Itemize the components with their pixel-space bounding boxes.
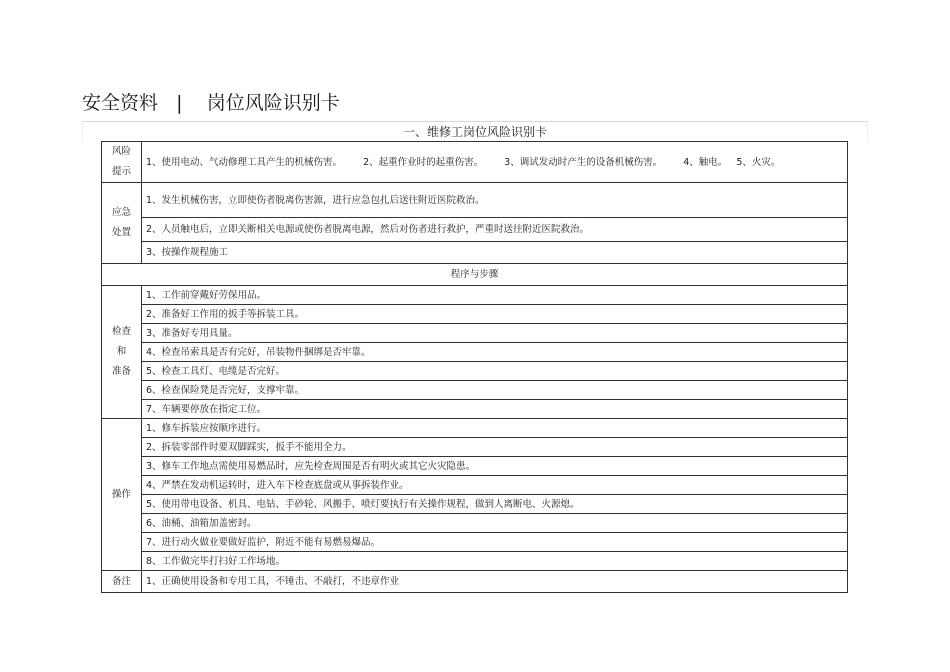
emergency-row: [102, 183, 848, 218]
emergency-label: [102, 183, 142, 264]
risk-card-table: [101, 141, 848, 593]
check-label-line1: 检查: [111, 326, 131, 337]
operation-row: [102, 495, 848, 514]
operation-item: 7、进行动火做业要做好监护，附近不能有易燃易爆品。: [142, 533, 848, 552]
operation-item: 6、油桶、油箱加盖密封。: [142, 514, 848, 533]
emergency-row: [102, 242, 848, 264]
check-row: [102, 362, 848, 381]
check-label: [102, 286, 142, 419]
header-separator: |: [176, 92, 183, 114]
emergency-label-line1: 应急: [111, 207, 131, 218]
risk-item: 5、火灾。: [736, 156, 781, 168]
document-header: [82, 88, 340, 115]
check-label-line2: 和: [116, 346, 127, 357]
operation-label: 操作: [102, 419, 142, 571]
procedure-header-row: [102, 264, 848, 286]
check-row: [102, 286, 848, 305]
check-row: [102, 305, 848, 324]
check-item: 2、准备好工作用的扳手等拆装工具。: [142, 305, 848, 324]
emergency-item: 2、人员触电后，立即关断相关电源或使伤者脱离电源，然后对伤者进行救护，严重时送往附近医院救治。: [142, 218, 848, 242]
operation-row: [102, 533, 848, 552]
check-item: 6、检查保险凳是否完好，支撑牢靠。: [142, 381, 848, 400]
operation-item: 4、严禁在发动机运转时，进入车下检查底盘或从事拆装作业。: [142, 476, 848, 495]
check-row: [102, 400, 848, 419]
risk-label-line1: 风险: [111, 146, 131, 157]
check-item: 5、检查工具灯、电缆是否完好。: [142, 362, 848, 381]
risk-items: [142, 142, 848, 183]
check-item: 3、准备好专用具量。: [142, 324, 848, 343]
check-row: [102, 381, 848, 400]
emergency-label-line2: 处置: [111, 227, 131, 238]
check-item: 7、车辆要停放在指定工位。: [142, 400, 848, 419]
check-label-line3: 准备: [111, 366, 131, 377]
operation-row: [102, 476, 848, 495]
risk-label: [102, 142, 142, 183]
risk-row: [102, 142, 848, 183]
remark-label: 备注: [102, 571, 142, 593]
check-item: 1、工作前穿戴好劳保用品。: [142, 286, 848, 305]
operation-item: 8、工作做完毕打扫好工作场地。: [142, 552, 848, 571]
operation-row: [102, 438, 848, 457]
risk-label-line2: 提示: [111, 166, 131, 177]
risk-item: 3、调试发动时产生的设备机械伤害。: [504, 156, 663, 168]
procedure-header: 程序与步骤: [102, 264, 848, 286]
operation-row: [102, 514, 848, 533]
remark-item: 1、正确使用设备和专用工具，不锤击、不敲打，不违章作业: [142, 571, 848, 593]
check-item: 4、检查吊索具是否有完好，吊装物件捆绑是否牢靠。: [142, 343, 848, 362]
header-doc-title: 岗位风险识别卡: [206, 92, 340, 114]
risk-item: 1、使用电动、气动修理工具产生的机械伤害。: [146, 156, 343, 168]
operation-row: [102, 552, 848, 571]
check-row: [102, 324, 848, 343]
operation-row: [102, 457, 848, 476]
operation-item: 1、修车拆装应按顺序进行。: [142, 419, 848, 438]
remark-row: [102, 571, 848, 593]
risk-item: 4、触电。: [683, 156, 728, 168]
operation-item: 3、修车工作地点需使用易燃品时，应先检查周围是否有明火或其它火灾隐患。: [142, 457, 848, 476]
check-row: [102, 343, 848, 362]
risk-item: 2、起重作业时的起重伤害。: [363, 156, 484, 168]
operation-row: [102, 419, 848, 438]
operation-item: 5、使用带电设备、机具、电钻、手砂轮、风搬手、喷灯要执行有关操作规程，做到人离断电、火源熄。: [142, 495, 848, 514]
emergency-item: 3、按操作规程施工: [142, 242, 848, 264]
emergency-item: 1、发生机械伤害，立即使伤者脱离伤害源，进行应急包扎后送往附近医院救治。: [142, 183, 848, 218]
operation-item: 2、拆装零部件时要双脚踩实，扳手不能用全力。: [142, 438, 848, 457]
header-category: 安全资料: [82, 92, 159, 114]
card-title: 一、维修工岗位风险识别卡: [82, 121, 868, 141]
emergency-row: [102, 218, 848, 242]
